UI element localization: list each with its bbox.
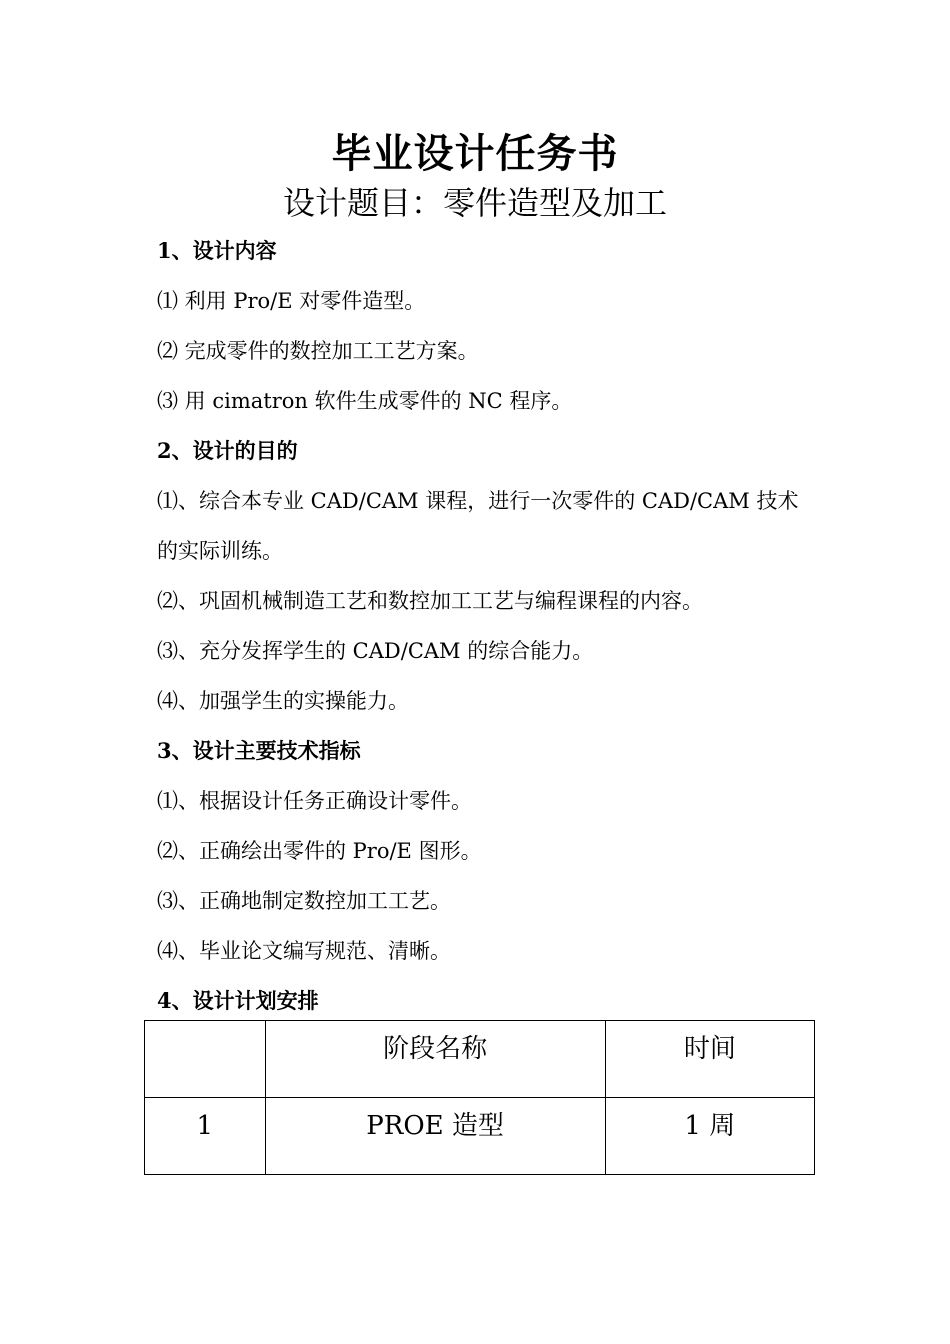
table-row (145, 1098, 815, 1175)
section-heading-content: 1、设计内容 (157, 238, 277, 263)
table-cell: 1 (145, 1098, 266, 1175)
section-heading-indicators: 3、设计主要技术指标 (157, 738, 361, 763)
table-cell: 1 周 (605, 1098, 814, 1175)
purpose-item-4: ⑷、加强学生的实操能力。 (157, 689, 409, 713)
schedule-table (144, 1020, 815, 1175)
section-heading-purpose: 2、设计的目的 (157, 438, 298, 463)
indicator-item-4: ⑷、毕业论文编写规范、清晰。 (157, 939, 451, 963)
content-item-2: ⑵ 完成零件的数控加工工艺方案。 (157, 339, 479, 363)
indicator-item-2: ⑵、正确绘出零件的 Pro/E 图形。 (157, 839, 482, 863)
table-header-cell: 时间 (605, 1021, 814, 1098)
indicator-item-1: ⑴、根据设计任务正确设计零件。 (157, 789, 472, 813)
purpose-item-3: ⑶、充分发挥学生的 CAD/CAM 的综合能力。 (157, 639, 594, 663)
table-header-cell: 阶段名称 (265, 1021, 605, 1098)
design-topic: 设计题目：零件造型及加工 (282, 184, 667, 222)
content-item-3: ⑶ 用 cimatron 软件生成零件的 NC 程序。 (157, 389, 573, 413)
document-body (157, 226, 817, 1026)
purpose-item-2: ⑵、巩固机械制造工艺和数控加工工艺与编程课程的内容。 (157, 589, 703, 613)
document-title: 毕业设计任务书 (331, 130, 619, 177)
indicator-item-3: ⑶、正确地制定数控加工工艺。 (157, 889, 451, 913)
table-header-cell (145, 1021, 266, 1098)
content-item-1: ⑴ 利用 Pro/E 对零件造型。 (157, 289, 426, 313)
table-cell: PROE 造型 (265, 1098, 605, 1175)
purpose-item-1: ⑴、综合本专业 CAD/CAM 课程，进行一次零件的 CAD/CAM 技术的实际训练。 (157, 489, 799, 563)
table-header-row (145, 1021, 815, 1098)
section-heading-schedule: 4、设计计划安排 (157, 988, 319, 1013)
